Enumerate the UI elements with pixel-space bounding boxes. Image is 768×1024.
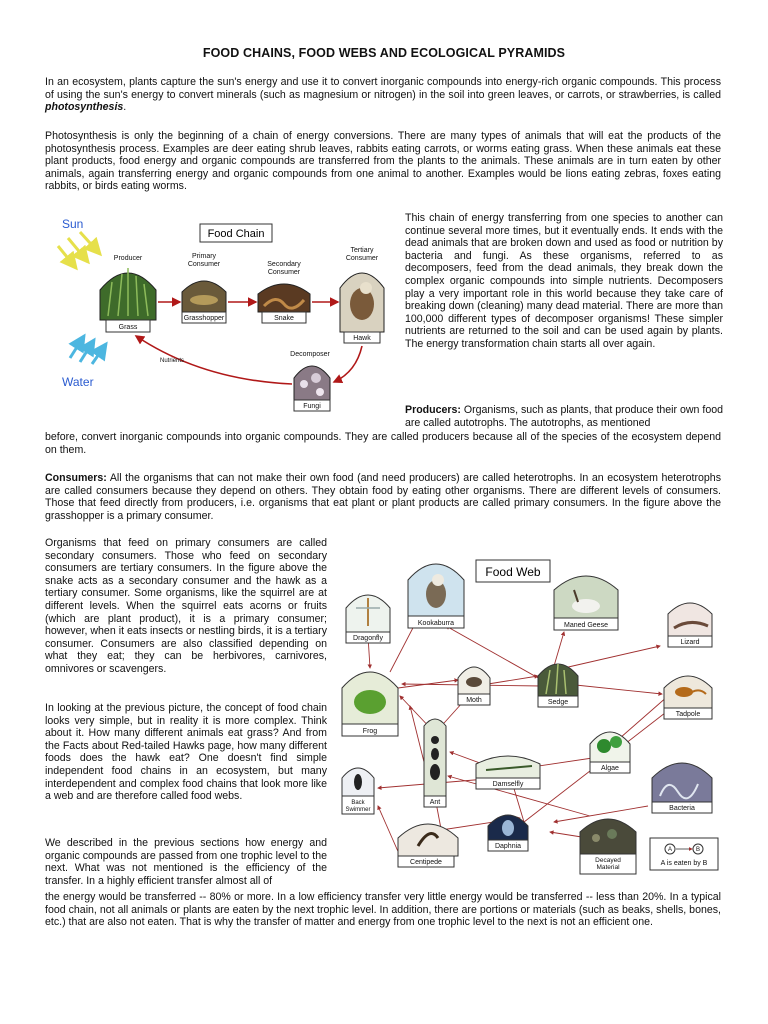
sun-label: Sun: [62, 217, 84, 231]
photosynthesis-paragraph: Photosynthesis is only the beginning of a chain of energy conversions. There are many types of animals that will eat the products of the photosynthesis process. Examples are deer eating shrub leaves, rabbits eating carrots, or worms eating grass. When these animals eat these plant products, food energy and organic compounds are transferred from the plants to the animals. These animals are in turn eaten by other animals, again transferring energy and organic compounds from one animal to another. Examples would be lions eating zebras, foxes eating rabbits, or birds eating worms.: [45, 130, 721, 193]
legend-text: A is eaten by B: [660, 860, 708, 867]
secondary-consumer-role-label: Secondary Consumer: [267, 261, 301, 276]
food-chain-diagram: [52, 212, 394, 420]
bacteria-label: Bacteria: [669, 805, 695, 812]
food-web-diagram: [338, 556, 724, 880]
lizard-image: [668, 603, 712, 636]
tadpole-label: Tadpole: [675, 711, 701, 718]
fungi-label: Fungi: [303, 403, 321, 410]
decayed-material-label: Decayed Material: [595, 857, 621, 871]
snake-image: [258, 284, 310, 312]
water-arrows-icon: [70, 336, 106, 364]
maned-geese-label: Maned Geese: [564, 622, 608, 629]
decomposer-role-label: Decomposer: [290, 351, 330, 358]
intro-text: In an ecosystem, plants capture the sun's energy and use it to convert inorganic compounds into energy-rich organic compounds. This process of using the sun's energy to convert minerals (such as magnesium or nitrogen) in the soil into green leaves, or carrots, or strawberries, is called: [45, 76, 721, 101]
lizard-label: Lizard: [680, 639, 700, 646]
dragonfly-label: Dragonfly: [353, 635, 383, 642]
water-label: Water: [62, 375, 94, 389]
fungi-image: [294, 366, 330, 400]
primary-consumer-role-label: Primary Consumer: [187, 253, 221, 268]
algae-label: Algae: [601, 765, 619, 772]
food-web-title: Food Web: [485, 565, 541, 579]
back-swimmer-label: Back Swimmer: [345, 800, 371, 813]
sun-rays-icon: [58, 232, 100, 268]
damselfly-label: Damselfly: [492, 781, 524, 788]
efficiency-paragraph-top: We described in the previous sections how energy and organic compounds are passed from one trophic level to the next. What was not mentioned is the efficiency of the transfer. In a highly efficient transfer almost all of: [45, 837, 327, 887]
producers-term: Producers:: [405, 404, 461, 416]
producer-role-label: Producer: [113, 255, 143, 262]
intro-paragraph: [45, 76, 721, 114]
food-web-paragraph: In looking at the previous picture, the concept of food chain looks very simple, but in reality it is more complex. Think about it. How many different animals eat grass? And from the Facts about Red-tailed Hawks page, how many different foods does the hawk eat? One doesn't find simple independent food chains in an ecosystem, but many interdependent and complex food chains that look more like a web and are therefore called food webs.: [45, 702, 327, 803]
frog-label: Frog: [362, 728, 378, 735]
ant-label: Ant: [429, 799, 441, 806]
moth-label: Moth: [466, 697, 482, 704]
food-web-legend: [650, 838, 718, 870]
decomposers-paragraph: This chain of energy transferring from one species to another can continue several more times, but it eventually ends. It ends with the dead animals that are broken down and used as food or nutrition by bacteria and fungi. As these organisms, referred to as decomposers, feed from the dead animals, they break down the complex organic compounds into simple nutrients. Decomposers play a very important role in this world because they take care of breaking down (cleaning) many dead material. There are more than 100,000 different types of decomposer organisms! These simpler nutrients are returned to the soil and can be used again by plants. The energy transformation chain starts all over again.: [405, 212, 723, 350]
legend-b: B: [695, 847, 701, 853]
consumers-paragraph: [45, 472, 721, 522]
secondary-consumers-paragraph: Organisms that feed on primary consumers are called secondary consumers. Those who feed on secondary consumers are tertiary consumers. In the figure above the snake acts as a secondary consumer and the hawk as a tertiary consumer. Some organisms, like the squirrel are at different levels. When the squirrel eats acorns or fruits (which are plant product), it is a primary consumer; however, when it eats insects or nestling birds, it is a tertiary consumer. Consumers are also classified depending on what they eat; they can be herbivores, carnivores, omnivores or scavengers.: [45, 537, 327, 675]
nutrients-label: Nutrients: [159, 358, 185, 364]
producers-paragraph-bottom: before, convert inorganic compounds into organic compounds. They are called producers because all of the species of the ecosystem depend on them.: [45, 431, 721, 456]
food-chain-title: Food Chain: [207, 228, 265, 240]
page-title: FOOD CHAINS, FOOD WEBS AND ECOLOGICAL PYRAMIDS: [202, 46, 566, 60]
consumers-text: All the organisms that can not make their own food (and need producers) are called heterotrophs. In an ecosystem heterotrophs are called consumers because they depend on others. They obtain food by eating other organisms. There are different levels of consumers. Those that feed directly from producers, i.e. organisms that eat plant or plant products are called primary consumers. In the figure above the grasshopper is a primary consumer.: [45, 472, 721, 522]
photosynthesis-term: photosynthesis: [45, 101, 124, 114]
tertiary-consumer-role-label: Tertiary Consumer: [345, 247, 379, 262]
legend-a: A: [667, 847, 673, 853]
daphnia-label: Daphnia: [494, 843, 522, 850]
hawk-label: Hawk: [353, 335, 371, 342]
grass-label: Grass: [118, 324, 138, 331]
producers-paragraph-top: [405, 404, 723, 429]
consumers-term: Consumers:: [45, 472, 107, 484]
producers-text-a: Organisms, such as plants, that produce their own food are called autotrophs. The autotrophs, as mentioned: [405, 404, 723, 429]
sedge-label: Sedge: [547, 699, 569, 706]
efficiency-paragraph-bottom: the energy would be transferred -- 80% or more. In a low efficiency transfer very little energy would be transferred -- less than 20%. In a typical food chain, not all animals or plants are eaten by the next trophic level. In addition, there are portions or materials (such as beaks, shells, bones, etc.) that are also not eaten. That is why the transfer of matter and energy from one trophic level to the next is not an efficient one.: [45, 891, 721, 929]
snake-label: Snake: [274, 315, 294, 322]
intro-end: .: [123, 101, 127, 114]
kookaburra-label: Kookaburra: [417, 620, 455, 627]
grasshopper-label: Grasshopper: [183, 315, 225, 322]
centipede-label: Centipede: [410, 859, 442, 866]
